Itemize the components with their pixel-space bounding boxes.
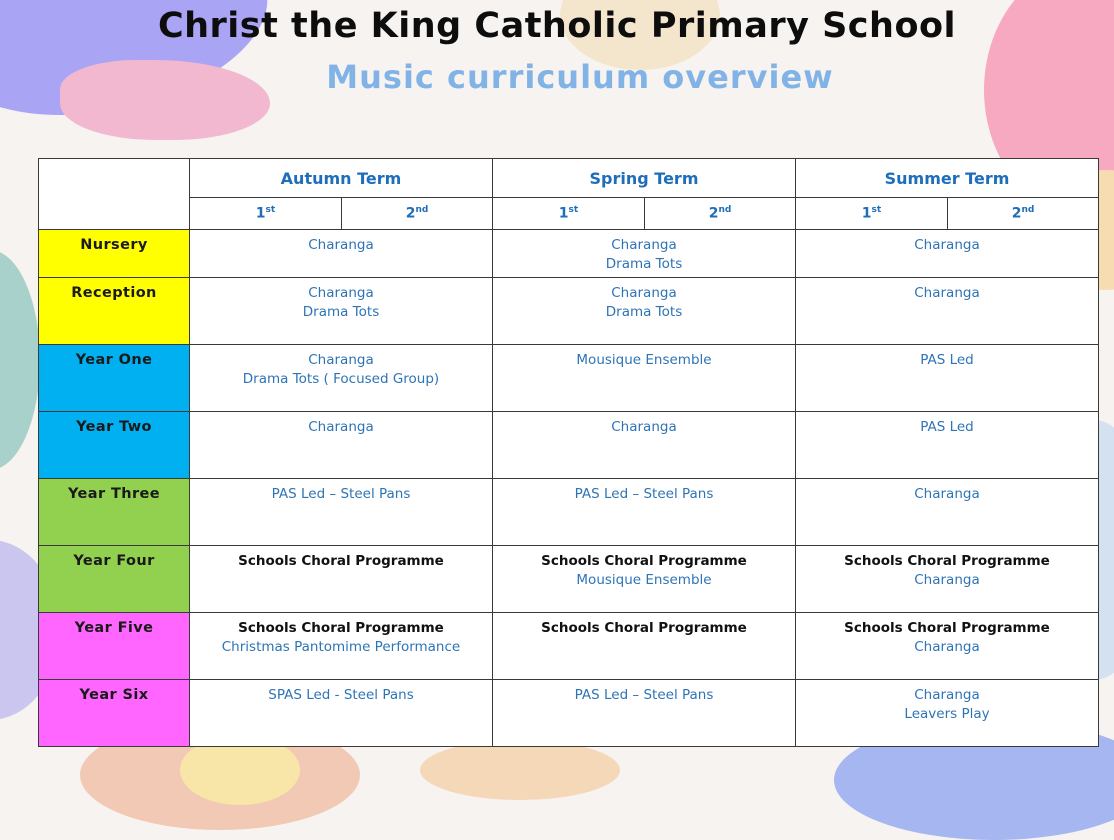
table-row xyxy=(39,345,1099,412)
term-cell-autumn xyxy=(190,546,493,613)
half-term-header xyxy=(342,198,493,230)
term-header: Spring Term xyxy=(493,159,796,198)
activity-text: Schools Choral Programme xyxy=(541,553,747,569)
activity-text: Charanga xyxy=(308,352,374,368)
year-group-label: Year One xyxy=(39,345,190,412)
table-row xyxy=(39,680,1099,747)
year-group-label: Year Two xyxy=(39,412,190,479)
half-term-suffix: nd xyxy=(718,205,732,216)
half-term-number: 2 xyxy=(1011,205,1022,222)
activity-text: Christmas Pantomime Performance xyxy=(221,639,461,655)
year-group-label: Year Four xyxy=(39,546,190,613)
term-cell-autumn xyxy=(190,680,493,747)
year-group-label: Reception xyxy=(39,278,190,345)
half-term-number: 1 xyxy=(558,205,569,222)
term-cell-summer xyxy=(796,278,1099,345)
decorative-blob xyxy=(420,740,620,800)
activity-text: Charanga xyxy=(308,237,374,253)
half-term-number: 2 xyxy=(405,205,416,222)
table-row xyxy=(39,479,1099,546)
term-cell-summer xyxy=(796,546,1099,613)
activity-text: PAS Led – Steel Pans xyxy=(574,687,714,703)
activity-text: Charanga xyxy=(308,285,374,301)
activity-text: Charanga xyxy=(308,419,374,435)
activity-text: Charanga xyxy=(611,285,677,301)
table-row xyxy=(39,546,1099,613)
activity-text: Schools Choral Programme xyxy=(844,620,1050,636)
half-term-header xyxy=(796,198,948,230)
half-term-number: 2 xyxy=(708,205,719,222)
decorative-blob xyxy=(0,250,40,470)
term-cell-summer xyxy=(796,345,1099,412)
term-header: Summer Term xyxy=(796,159,1099,198)
activity-text: Schools Choral Programme xyxy=(844,553,1050,569)
term-cell-spring xyxy=(493,546,796,613)
half-term-header xyxy=(645,198,796,230)
term-cell-spring xyxy=(493,412,796,479)
activity-text: Schools Choral Programme xyxy=(541,620,747,636)
half-term-header xyxy=(948,198,1099,230)
term-cell-summer xyxy=(796,230,1099,278)
activity-text: Charanga xyxy=(914,285,980,301)
term-header-row xyxy=(39,159,1099,198)
half-term-header-row xyxy=(39,198,1099,230)
activity-text: Drama Tots xyxy=(605,304,683,320)
half-term-suffix: nd xyxy=(1021,205,1035,216)
year-group-label: Year Three xyxy=(39,479,190,546)
half-term-suffix: st xyxy=(265,205,276,216)
activity-text: PAS Led – Steel Pans xyxy=(574,486,714,502)
half-term-suffix: st xyxy=(871,205,882,216)
term-cell-spring xyxy=(493,230,796,278)
activity-text: PAS Led xyxy=(920,352,974,368)
activity-text: Mousique Ensemble xyxy=(576,352,712,368)
activity-text: Drama Tots ( Focused Group) xyxy=(242,371,440,387)
activity-text: PAS Led xyxy=(920,419,974,435)
page-subtitle: Music curriculum overview xyxy=(326,58,834,96)
activity-text: Charanga xyxy=(611,419,677,435)
activity-text: Schools Choral Programme xyxy=(238,620,444,636)
term-cell-summer xyxy=(796,680,1099,747)
term-cell-autumn xyxy=(190,230,493,278)
term-cell-autumn xyxy=(190,613,493,680)
activity-text: Charanga xyxy=(914,572,980,588)
half-term-number: 1 xyxy=(255,205,266,222)
term-cell-autumn xyxy=(190,345,493,412)
activity-text: Charanga xyxy=(914,486,980,502)
half-term-header xyxy=(493,198,645,230)
term-cell-spring xyxy=(493,278,796,345)
half-term-suffix: nd xyxy=(415,205,429,216)
activity-text: Drama Tots xyxy=(605,256,683,272)
term-cell-autumn xyxy=(190,278,493,345)
table-row xyxy=(39,613,1099,680)
activity-text: Charanga xyxy=(914,687,980,703)
term-cell-summer xyxy=(796,412,1099,479)
half-term-suffix: st xyxy=(568,205,579,216)
half-term-header xyxy=(190,198,342,230)
curriculum-table xyxy=(38,158,1099,747)
term-header: Autumn Term xyxy=(190,159,493,198)
activity-text: Mousique Ensemble xyxy=(576,572,712,588)
activity-text: Charanga xyxy=(611,237,677,253)
activity-text: Charanga xyxy=(914,237,980,253)
activity-text: Charanga xyxy=(914,639,980,655)
table-row xyxy=(39,412,1099,479)
term-cell-spring xyxy=(493,680,796,747)
table-row xyxy=(39,230,1099,278)
term-cell-summer xyxy=(796,479,1099,546)
term-cell-autumn xyxy=(190,479,493,546)
term-cell-spring xyxy=(493,479,796,546)
half-term-number: 1 xyxy=(861,205,872,222)
activity-text: Drama Tots xyxy=(302,304,380,320)
term-cell-spring xyxy=(493,345,796,412)
term-cell-autumn xyxy=(190,412,493,479)
term-cell-spring xyxy=(493,613,796,680)
term-cell-summer xyxy=(796,613,1099,680)
year-group-label: Year Five xyxy=(39,613,190,680)
activity-text: Schools Choral Programme xyxy=(238,553,444,569)
activity-text: Leavers Play xyxy=(904,706,990,722)
activity-text: SPAS Led - Steel Pans xyxy=(268,687,414,703)
school-title: Christ the King Catholic Primary School xyxy=(157,6,957,46)
table-row xyxy=(39,278,1099,345)
year-group-label: Nursery xyxy=(39,230,190,278)
corner-cell xyxy=(39,159,190,230)
year-group-label: Year Six xyxy=(39,680,190,747)
activity-text: PAS Led – Steel Pans xyxy=(271,486,411,502)
